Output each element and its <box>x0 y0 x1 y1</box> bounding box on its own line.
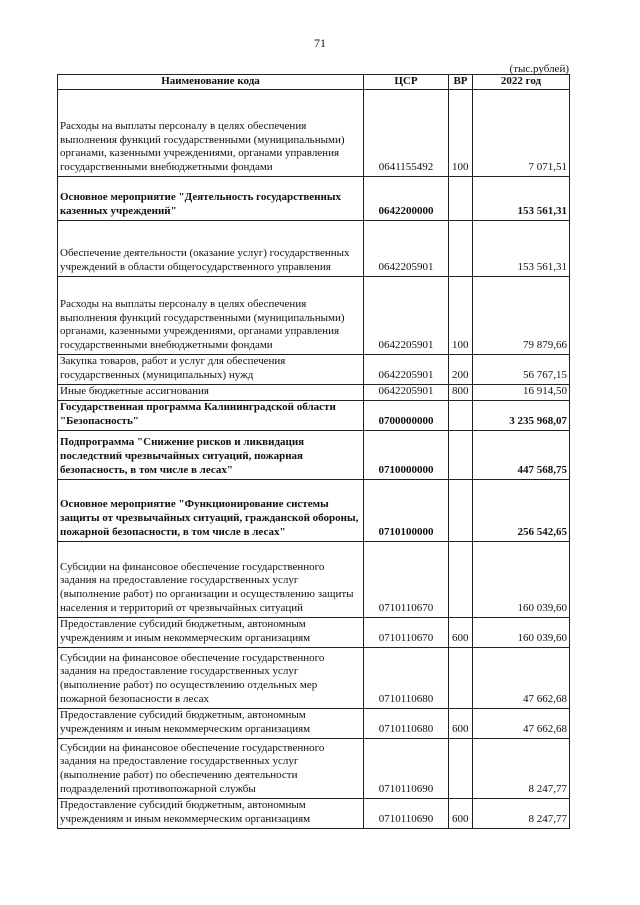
row-csr: 0642205901 <box>364 277 449 355</box>
table-row <box>58 90 570 177</box>
row-name: Иные бюджетные ассигнования <box>58 385 364 401</box>
units-label: (тыс.рублей) <box>509 63 569 75</box>
table-header-row <box>58 75 570 90</box>
row-name: Основное мероприятие "Деятельность государственных казенных учреждений" <box>58 177 364 221</box>
row-amount: 7 071,51 <box>473 90 570 177</box>
row-csr: 0700000000 <box>364 400 449 430</box>
row-amount: 47 662,68 <box>473 708 570 738</box>
row-vr: 600 <box>449 617 473 647</box>
row-name: Государственная программа Калининградской области "Безопасность" <box>58 400 364 430</box>
row-vr <box>449 647 473 708</box>
table-row <box>58 647 570 708</box>
row-csr: 0710110670 <box>364 617 449 647</box>
row-amount: 447 568,75 <box>473 430 570 479</box>
table-row <box>58 221 570 277</box>
row-csr: 0710110670 <box>364 541 449 617</box>
row-amount: 79 879,66 <box>473 277 570 355</box>
row-amount: 3 235 968,07 <box>473 400 570 430</box>
row-amount: 8 247,77 <box>473 798 570 828</box>
row-vr: 800 <box>449 385 473 401</box>
row-amount: 256 542,65 <box>473 479 570 541</box>
table-row <box>58 541 570 617</box>
table-row <box>58 400 570 430</box>
row-csr: 0642200000 <box>364 177 449 221</box>
row-csr: 0642205901 <box>364 221 449 277</box>
row-csr: 0710100000 <box>364 479 449 541</box>
row-vr <box>449 177 473 221</box>
row-amount: 47 662,68 <box>473 647 570 708</box>
header-vr: ВР <box>449 75 473 90</box>
row-name: Субсидии на финансовое обеспечение государственного задания на предоставление государственных услуг (выполнение работ) по обеспечению деятельности подразделений противопожарной службы <box>58 738 364 798</box>
row-name: Обеспечение деятельности (оказание услуг) государственных учреждений в области общегосударственного управления <box>58 221 364 277</box>
row-csr: 0710000000 <box>364 430 449 479</box>
row-csr: 0642205901 <box>364 385 449 401</box>
row-vr <box>449 541 473 617</box>
page-number: 71 <box>314 36 326 50</box>
table-row <box>58 738 570 798</box>
row-csr: 0641155492 <box>364 90 449 177</box>
row-name: Предоставление субсидий бюджетным, автономным учреждениям и иным некоммерческим организациям <box>58 708 364 738</box>
row-csr: 0710110680 <box>364 708 449 738</box>
row-name: Предоставление субсидий бюджетным, автономным учреждениям и иным некоммерческим организациям <box>58 798 364 828</box>
row-vr: 600 <box>449 708 473 738</box>
header-year: 2022 год <box>473 75 570 90</box>
table-row <box>58 177 570 221</box>
row-vr: 200 <box>449 355 473 385</box>
row-name: Субсидии на финансовое обеспечение государственного задания на предоставление государственных услуг (выполнение работ) по организации и осуществлению защиты населения и территорий от чрезвычайных ситуаций <box>58 541 364 617</box>
table-row <box>58 479 570 541</box>
row-amount: 160 039,60 <box>473 541 570 617</box>
row-amount: 56 767,15 <box>473 355 570 385</box>
header-csr: ЦСР <box>364 75 449 90</box>
table-row <box>58 385 570 401</box>
row-vr <box>449 430 473 479</box>
row-amount: 8 247,77 <box>473 738 570 798</box>
row-vr <box>449 738 473 798</box>
row-csr: 0642205901 <box>364 355 449 385</box>
row-vr <box>449 400 473 430</box>
row-csr: 0710110690 <box>364 738 449 798</box>
table-row <box>58 355 570 385</box>
row-vr <box>449 479 473 541</box>
row-name: Предоставление субсидий бюджетным, автономным учреждениям и иным некоммерческим организациям <box>58 617 364 647</box>
row-csr: 0710110690 <box>364 798 449 828</box>
row-amount: 153 561,31 <box>473 221 570 277</box>
row-amount: 16 914,50 <box>473 385 570 401</box>
row-csr: 0710110680 <box>364 647 449 708</box>
row-name: Закупка товаров, работ и услуг для обеспечения государственных (муниципальных) нужд <box>58 355 364 385</box>
row-vr: 100 <box>449 277 473 355</box>
row-amount: 160 039,60 <box>473 617 570 647</box>
row-name: Расходы на выплаты персоналу в целях обеспечения выполнения функций государственными (муниципальными) органами, казенными учреждениями, органами управления государственными внебюджетными фондами <box>58 90 364 177</box>
row-vr: 100 <box>449 90 473 177</box>
row-name: Подпрограмма "Снижение рисков и ликвидация последствий чрезвычайных ситуаций, пожарная безопасность, в том числе в лесах" <box>58 430 364 479</box>
row-amount: 153 561,31 <box>473 177 570 221</box>
budget-table <box>57 74 570 829</box>
row-name: Расходы на выплаты персоналу в целях обеспечения выполнения функций государственными (муниципальными) органами, казенными учреждениями, органами управления государственными внебюджетными фондами <box>58 277 364 355</box>
header-name: Наименование кода <box>58 75 364 90</box>
table-row <box>58 617 570 647</box>
row-vr: 600 <box>449 798 473 828</box>
row-name: Основное мероприятие "Функционирование системы защиты от чрезвычайных ситуаций, гражданской обороны, пожарной безопасности, в том числе в лесах" <box>58 479 364 541</box>
table-row <box>58 430 570 479</box>
table-row <box>58 277 570 355</box>
row-vr <box>449 221 473 277</box>
table-row <box>58 708 570 738</box>
table-row <box>58 798 570 828</box>
row-name: Субсидии на финансовое обеспечение государственного задания на предоставление государственных услуг (выполнение работ) по осуществлению отдельных мер пожарной безопасности в лесах <box>58 647 364 708</box>
